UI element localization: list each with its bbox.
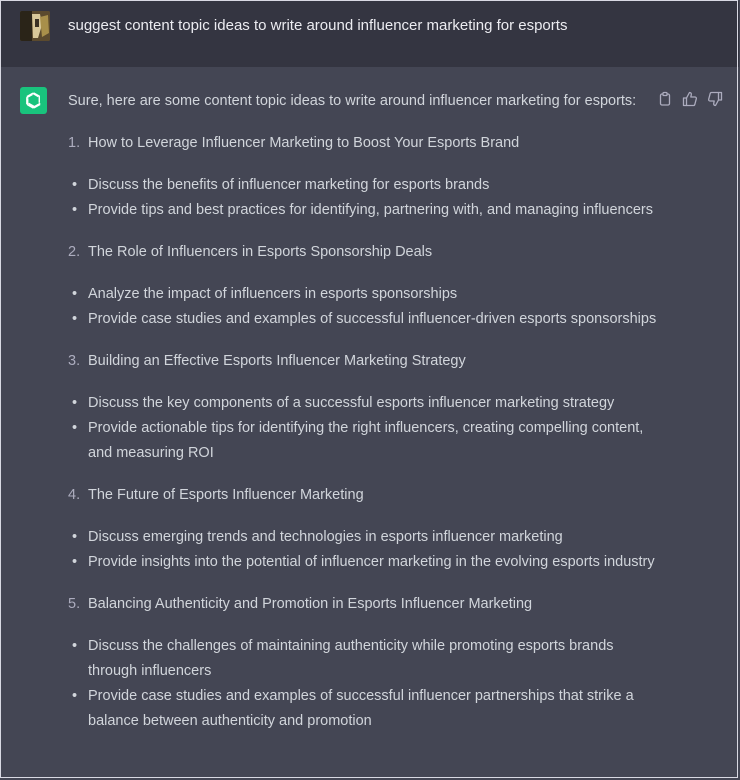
user-prompt-text: suggest content topic ideas to write around influencer marketing for esports <box>68 17 568 34</box>
user-avatar <box>20 11 50 41</box>
list-item <box>68 525 658 550</box>
topic-number: 1. <box>68 135 81 151</box>
bullet: • <box>72 420 78 436</box>
copy-icon[interactable] <box>657 91 673 107</box>
bullet: • <box>72 688 78 704</box>
topic-item <box>68 240 658 265</box>
bullet: • <box>72 529 78 545</box>
topic-title: Balancing Authenticity and Promotion in Esports Influencer Marketing <box>88 596 533 612</box>
topic-points <box>68 525 658 575</box>
bullet: • <box>72 202 78 218</box>
topic-number: 2. <box>68 244 81 260</box>
topic-points <box>68 634 658 734</box>
topic-title: How to Leverage Influencer Marketing to Boost Your Esports Brand <box>88 135 520 151</box>
topic-number: 3. <box>68 353 81 369</box>
point-text: Discuss emerging trends and technologies in esports influencer marketing <box>88 529 563 545</box>
list-item <box>68 307 658 332</box>
point-text: Analyze the impact of influencers in esports sponsorships <box>88 286 458 302</box>
list-item <box>68 173 658 198</box>
user-message-row <box>1 1 739 67</box>
point-text: Discuss the challenges of maintaining authenticity while promoting esports brands through influencers <box>88 638 614 679</box>
topic-points <box>68 173 658 223</box>
bullet: • <box>72 311 78 327</box>
list-item <box>68 684 658 734</box>
assistant-response <box>68 89 658 751</box>
thumbs-up-icon[interactable] <box>682 91 698 107</box>
topic-number: 4. <box>68 487 81 503</box>
message-actions <box>657 91 723 107</box>
point-text: Provide insights into the potential of influencer marketing in the evolving esports industry <box>88 554 655 570</box>
bullet: • <box>72 286 78 302</box>
point-text: Provide case studies and examples of successful influencer partnerships that strike a balance between authenticity and promotion <box>88 688 634 729</box>
openai-logo-icon <box>20 87 47 114</box>
topic-title: The Future of Esports Influencer Marketing <box>88 487 364 503</box>
topic-item <box>68 592 658 617</box>
list-item <box>68 391 658 416</box>
list-item <box>68 282 658 307</box>
topic-title: The Role of Influencers in Esports Sponsorship Deals <box>88 244 433 260</box>
bullet: • <box>72 395 78 411</box>
bullet: • <box>72 638 78 654</box>
list-item <box>68 416 658 466</box>
response-intro: Sure, here are some content topic ideas to write around influencer marketing for esports: <box>68 93 637 109</box>
point-text: Provide actionable tips for identifying the right influencers, creating compelling content, and measuring ROI <box>88 420 644 461</box>
topic-item <box>68 483 658 508</box>
topic-item <box>68 131 658 156</box>
topic-item <box>68 349 658 374</box>
point-text: Provide case studies and examples of successful influencer-driven esports sponsorships <box>88 311 657 327</box>
point-text: Discuss the key components of a successful esports influencer marketing strategy <box>88 395 615 411</box>
topic-title: Building an Effective Esports Influencer Marketing Strategy <box>88 353 466 369</box>
topic-points <box>68 391 658 466</box>
list-item <box>68 550 658 575</box>
list-item <box>68 198 658 223</box>
bullet: • <box>72 554 78 570</box>
thumbs-down-icon[interactable] <box>707 91 723 107</box>
point-text: Provide tips and best practices for identifying, partnering with, and managing influencers <box>88 202 654 218</box>
topic-number: 5. <box>68 596 81 612</box>
bullet: • <box>72 177 78 193</box>
assistant-message-row <box>1 67 739 779</box>
list-item <box>68 634 658 684</box>
point-text: Discuss the benefits of influencer marketing for esports brands <box>88 177 490 193</box>
topic-points <box>68 282 658 332</box>
